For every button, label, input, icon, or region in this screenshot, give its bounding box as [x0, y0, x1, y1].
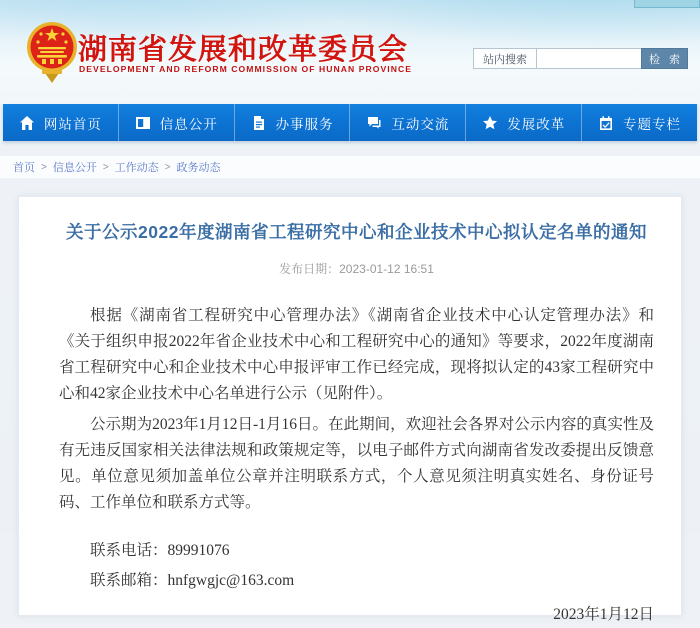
nav-item-interaction[interactable] [350, 104, 466, 141]
breadcrumb-work-updates[interactable]: 工作动态 [114, 162, 159, 174]
article-body [59, 303, 654, 628]
breadcrumb-gov-updates[interactable]: 政务动态 [176, 162, 221, 174]
contact-email: 联系邮箱：hnfgwgjc@163.com [90, 572, 295, 589]
interaction-icon [366, 115, 382, 131]
search-input[interactable] [537, 48, 641, 69]
nav-item-label: 信息公开 [159, 116, 218, 132]
breadcrumb-separator: > [41, 161, 47, 173]
breadcrumb-home[interactable]: 首页 [13, 162, 35, 174]
top-right-partial-widget [634, 0, 700, 8]
nav-item-development-reform[interactable] [466, 104, 582, 141]
publish-date-label: 发布日期： [279, 262, 340, 276]
search-button[interactable]: 检 索 [641, 48, 688, 69]
search-scope-label: 站内搜索 [473, 48, 537, 69]
publish-date-value: 2023-01-12 16:51 [339, 262, 434, 276]
contact-block [59, 538, 654, 594]
sign-date: 2023年1月12日 [553, 606, 654, 623]
site-title-english: DEVELOPMENT AND REFORM COMMISSION OF HUNAN PROVINCE [79, 64, 413, 74]
article-paragraph: 公示期为2023年1月12日-1月16日。在此期间，欢迎社会各界对公示内容的真实性及有无违反国家相关法律法规和政策规定等，以电子邮件方式向湖南省发改委提出反馈意见。单位意见须加盖单位公章并注明联系方式，个人意见须注明真实姓名、身份证号码、工作单位和联系方式等。 [59, 416, 654, 511]
home-icon [19, 115, 35, 131]
nav-item-label: 专题专栏 [623, 116, 682, 132]
nav-item-label: 办事服务 [275, 116, 334, 132]
breadcrumb-separator: > [164, 161, 171, 173]
article-title: 关于公示2022年度湖南省工程研究中心和企业技术中心拟认定名单的通知 [66, 222, 647, 242]
article-card [18, 196, 682, 623]
info-disclosure-icon [135, 115, 151, 131]
article-paragraph: 根据《湖南省工程研究中心管理办法》《湖南省企业技术中心认定管理办法》和《关于组织申报2022年省企业技术中心和工程研究中心的通知》等要求，2022年度湖南省工程研究中心和企业技术中心申报评审工作已经完成，现将拟认定的43家工程研究中心和42家企业技术中心名单进行公示（见附件）。 [59, 307, 654, 402]
breadcrumb [0, 156, 700, 178]
nav-item-label: 发展改革 [507, 116, 566, 132]
national-emblem-logo [26, 17, 78, 85]
nav-item-info-disclosure[interactable] [119, 104, 235, 141]
star-icon [482, 115, 498, 131]
contact-phone: 联系电话：89991076 [90, 542, 230, 559]
site-header [0, 0, 700, 104]
publish-date-line [59, 260, 654, 277]
nav-item-special-topics[interactable] [582, 104, 697, 141]
nav-item-label: 网站首页 [43, 116, 102, 132]
site-search [473, 48, 688, 69]
main-nav [3, 104, 697, 141]
topics-icon [598, 115, 614, 131]
nav-item-home[interactable] [3, 104, 119, 141]
services-icon [251, 115, 267, 131]
site-title: 湖南省发展和改革委员会 [78, 34, 409, 66]
nav-item-label: 互动交流 [391, 116, 450, 132]
breadcrumb-separator: > [102, 161, 109, 173]
nav-item-services[interactable] [235, 104, 351, 141]
breadcrumb-info-disclosure[interactable]: 信息公开 [52, 162, 97, 174]
